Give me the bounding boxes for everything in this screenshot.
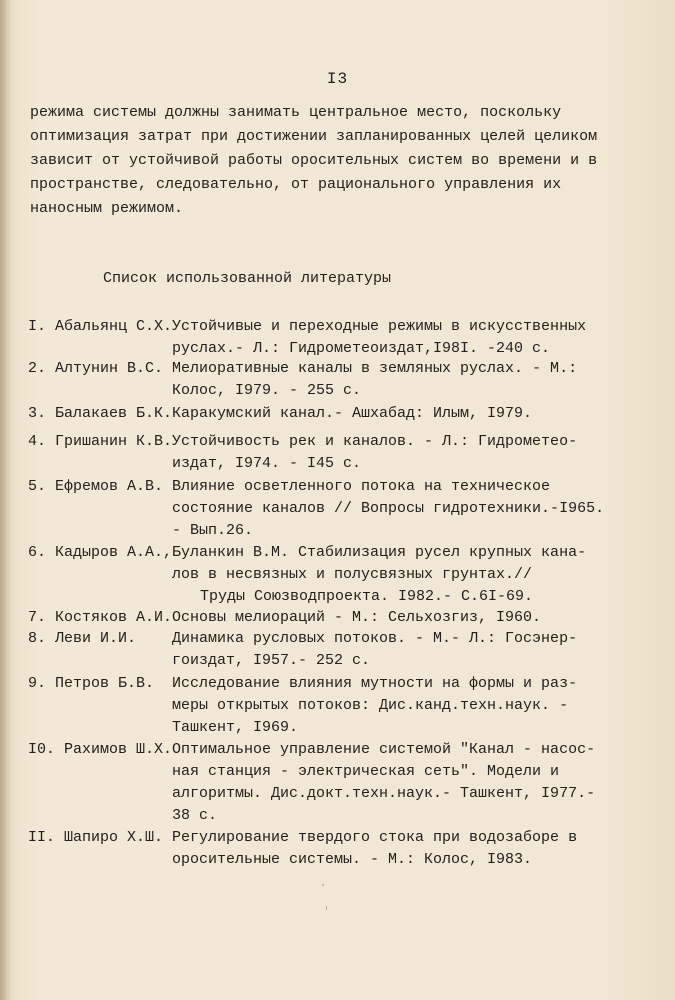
reference-text xyxy=(172,358,577,402)
reference-line: оросительные системы. - М.: Колос, I983. xyxy=(172,851,533,868)
reference-line: издат, I974. - I45 с. xyxy=(172,455,362,472)
paper-speck xyxy=(322,884,324,886)
paragraph-line: оптимизация затрат при достижении запланированных целей целиком xyxy=(30,128,598,145)
reference-author: 8. Леви И.И. xyxy=(28,630,137,647)
reference-line: ная станция - электрическая сеть". Модели и xyxy=(172,763,560,780)
paragraph-line: наносным режимом. xyxy=(30,200,184,217)
reference-author: 7. Костяков А.И. xyxy=(28,609,173,626)
reference-line: меры открытых потоков: Дис.канд.техн.наук. - xyxy=(172,697,569,714)
reference-text xyxy=(172,542,586,608)
reference-author: II. Шапиро Х.Ш. xyxy=(28,829,164,846)
reference-author: 3. Балакаев Б.К. xyxy=(28,405,173,422)
reference-line: 38 с. xyxy=(172,807,218,824)
reference-text xyxy=(172,607,541,629)
reference-line: Регулирование твердого стока при водозаборе в xyxy=(172,829,578,846)
reference-line: состояние каналов // Вопросы гидротехники.-I965. xyxy=(172,500,605,517)
reference-text xyxy=(172,673,577,739)
reference-line: Мелиоративные каналы в земляных руслах. - М.: xyxy=(172,360,578,377)
reference-author: 9. Петров Б.В. xyxy=(28,675,155,692)
reference-text xyxy=(172,316,586,360)
reference-author: 2. Алтунин В.С. xyxy=(28,360,164,377)
reference-text xyxy=(172,476,604,542)
reference-line: Оптимальное управление системой "Канал - насос- xyxy=(172,741,596,758)
reference-text xyxy=(172,628,577,672)
reference-line: Влияние осветленного потока на техническое xyxy=(172,478,551,495)
paragraph-line: режима системы должны занимать центральное место, поскольку xyxy=(30,104,562,121)
reference-text xyxy=(172,739,595,827)
paragraph-line: зависит от устойчивой работы оросительных систем во времени и в xyxy=(30,152,598,169)
reference-line: алгоритмы. Дис.докт.техн.наук.- Ташкент, I977.- xyxy=(172,785,596,802)
reference-line: Колос, I979. - 255 с. xyxy=(172,382,362,399)
reference-author: 4. Гришанин К.В. xyxy=(28,433,173,450)
reference-line: руслах.- Л.: Гидрометеоиздат,I98I. -240 с. xyxy=(172,340,551,357)
reference-line: Устойчивость рек и каналов. - Л.: Гидрометео- xyxy=(172,433,578,450)
reference-line: Ташкент, I969. xyxy=(172,719,299,736)
reference-author: 6. Кадыров А.А., xyxy=(28,544,173,561)
reference-text xyxy=(172,403,532,425)
reference-line: Труды Союзводпроекта. I982.- С.6I-69. xyxy=(200,588,534,605)
reference-author: I. Абальянц С.Х. xyxy=(28,318,173,335)
reference-text xyxy=(172,431,577,475)
reference-line: - Вып.26. xyxy=(172,522,254,539)
body-paragraph xyxy=(30,101,650,221)
paper-speck xyxy=(326,906,327,910)
reference-line: Устойчивые и переходные режимы в искусственных xyxy=(172,318,587,335)
reference-line: Исследование влияния мутности на формы и раз- xyxy=(172,675,578,692)
reference-line: Основы мелиораций - М.: Сельхозгиз, I960. xyxy=(172,609,542,626)
bibliography-heading: Список использованной литературы xyxy=(103,270,392,287)
reference-line: Каракумский канал.- Ашхабад: Илым, I979. xyxy=(172,405,533,422)
reference-text xyxy=(172,827,577,871)
page-number: I3 xyxy=(326,70,349,88)
reference-line: гоиздат, I957.- 252 с. xyxy=(172,652,371,669)
reference-author: I0. Рахимов Ш.Х. xyxy=(28,741,173,758)
paragraph-line: пространстве, следовательно, от рационального управления их xyxy=(30,176,562,193)
reference-line: Динамика русловых потоков. - М.- Л.: Госэнер- xyxy=(172,630,578,647)
reference-line: Буланкин В.М. Стабилизация русел крупных кана- xyxy=(172,544,587,561)
page-binding-edge xyxy=(0,0,10,1000)
reference-author: 5. Ефремов А.В. xyxy=(28,478,164,495)
reference-line: лов в несвязных и полусвязных грунтах.// xyxy=(172,566,533,583)
